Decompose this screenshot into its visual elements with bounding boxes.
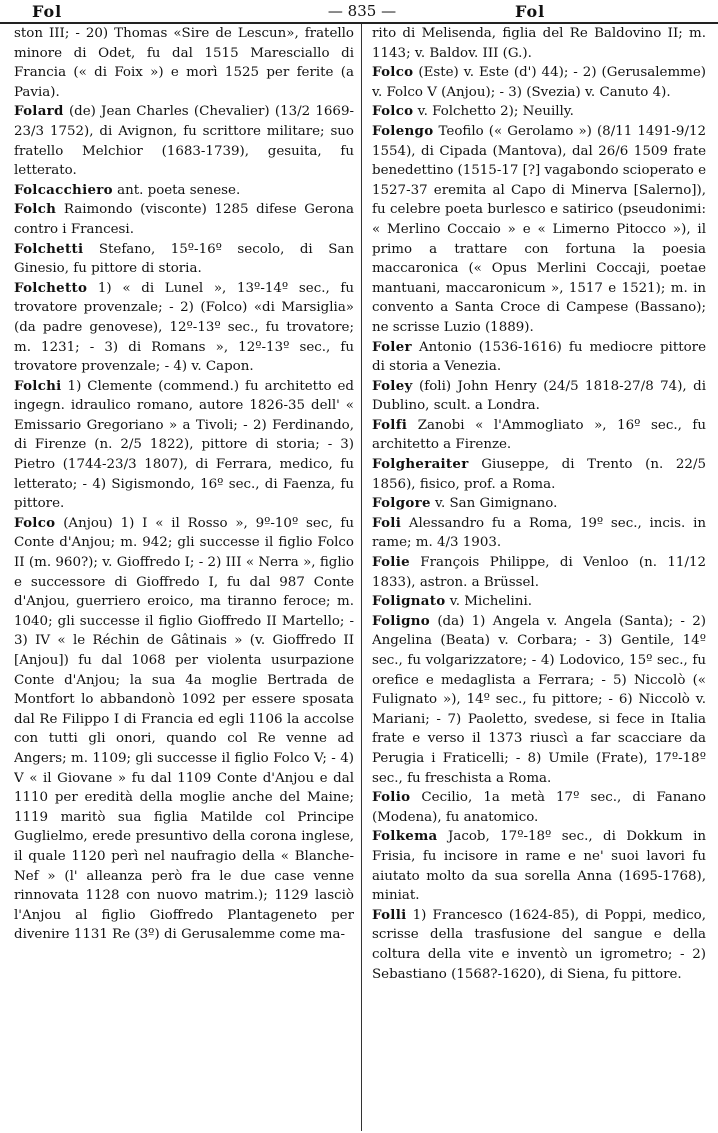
entry-text: (da) 1) Angela v. Angela (Santa); - 2) Angelina (Beata) v. Corbara; - 3) Gentile, 14º sec., fu volgarizzatore; - 4) Lodovico, 15º sec., fu orefice e medaglista a Ferrara; - 5) Niccolò (« Fulignato »), 14º sec., fu pittore; - 6) Niccolò v. Mariani; - 7) Paoletto, svedese, si fece in Italia frate e verso il 1373 riuscì a far scacciare da Perugia i Fraticelli; - 8) Umile (Frate), 17º-18º sec., fu freschista a Roma. <box>372 613 706 786</box>
entry-text: Stefano, 15º-16º secolo, di San Ginesio, fu pittore di storia. <box>14 241 354 277</box>
entry <box>14 514 354 945</box>
entry-text: v. Michelini. <box>445 594 532 610</box>
entry <box>372 455 706 494</box>
entry <box>372 612 706 788</box>
entry-headword: Foli <box>372 514 402 531</box>
entry-headword: Folgore <box>372 495 431 512</box>
entry-headword: Folch <box>14 201 57 218</box>
entry <box>372 63 706 102</box>
header-left-word: Fol <box>32 2 63 21</box>
entry-headword: Foligno <box>372 612 431 629</box>
entry-headword: Folcacchiero <box>14 181 113 198</box>
entry <box>372 122 706 338</box>
entry-headword: Folgheraiter <box>372 456 469 473</box>
entry <box>372 788 706 827</box>
column-divider <box>361 24 362 1131</box>
entry-headword: Foler <box>372 338 412 355</box>
entry <box>14 279 354 377</box>
entry-headword: Folengo <box>372 122 434 139</box>
entry <box>372 906 706 984</box>
entry-text: ston III; - 20) Thomas «Sire de Lescun», fratello minore di Odet, fu dal 1515 Maresciallo di Francia (« di Foix ») e morì 1525 per ferite (a Pavia). <box>14 26 354 100</box>
entry-headword: Folfi <box>372 416 408 433</box>
entry <box>372 377 706 416</box>
entry-text: 1) « di Lunel », 13º-14º sec., fu trovatore provenzale; - 2) (Folco) «di Marsiglia» (da padre genovese), 12º-13º sec., fu trovatore; m. 1231; - 3) di Romans », 12º-13º sec., fu trovatore provenzale; - 4) v. Capon. <box>14 280 354 375</box>
entry-headword: Folignato <box>372 593 446 610</box>
entry-headword: Folco <box>14 514 56 531</box>
entry <box>372 553 706 592</box>
entry-text: (foli) John Henry (24/5 1818-27/8 74), di Dublino, scult. a Londra. <box>372 378 706 414</box>
entry-text: Antonio (1536-1616) fu mediocre pittore di storia a Venezia. <box>372 339 706 375</box>
entry <box>372 827 706 905</box>
entry-headword: Folkema <box>372 828 438 845</box>
entry-headword: Foley <box>372 377 413 394</box>
entry-headword: Folco <box>372 64 414 81</box>
entry <box>14 102 354 180</box>
entry-text: Alessandro fu a Roma, 19º sec., incis. in rame; m. 4/3 1903. <box>372 515 706 551</box>
entry-text: v. San Gimignano. <box>430 496 558 512</box>
entry-text: Zanobi « l'Ammogliato », 16º sec., fu architetto a Firenze. <box>372 417 706 453</box>
entry <box>372 102 706 122</box>
page-number: — 835 — <box>327 2 397 20</box>
entry <box>14 200 354 239</box>
entry <box>14 181 354 201</box>
entry <box>372 494 706 514</box>
entry-text: François Philippe, di Venloo (n. 11/12 1833), astron. a Brüssel. <box>372 555 706 590</box>
page-header <box>0 0 718 24</box>
entry-text: Cecilio, 1a metà 17º sec., di Fanano (Modena), fu anatomico. <box>372 790 706 825</box>
entry <box>372 24 706 63</box>
entry-text: v. Folchetto 2); Neuilly. <box>413 104 574 120</box>
entry-text: Raimondo (visconte) 1285 difese Gerona contro i Francesi. <box>14 202 354 237</box>
entry-text: 1) Clemente (commend.) fu architetto ed ingegn. idraulico romano, autore 1826-35 dell' « Emissario Gregoriano » a Tivoli; - 2) Ferdinando, di Firenze (n. 2/5 1822), pittore di storia; - 3) Pietro (1744-23/3 1807), di Ferrara, medico, fu letterato; - 4) Sigismondo, 16º sec., di Faenza, fu pittore. <box>14 378 354 512</box>
header-right-word: Fol <box>515 2 546 21</box>
entry-headword: Folchetti <box>14 240 84 257</box>
entry-text: (Anjou) 1) I « il Rosso », 9º-10º sec, fu Conte d'Anjou; m. 942; gli successe il figlio Folco II (m. 960?); v. Gioffredo I; - 2) III « Nerra », figlio e successore di Gioffredo I, fu dal 987 Conte d'Anjou, guerriero eroico, ma tiranno feroce; m. 1040; gli successe il figlio Gioffredo II Martello; - 3) IV « le Réchin de Gâtinais » (v. Gioffredo II [Anjou]) fu dal 1068 per violenta usurpazione Conte d'Anjou; la sua 4a moglie Bertrada de Montfort lo abbandonò 1092 per essere sposata dal Re Filippo I di Francia ed egli 1106 la accolse con tutti gli onori, quando col Re venne ad Angers; m. 1109; gli successe il figlio Folco V; - 4) V « il Giovane » fu dal 1109 Conte d'Anjou e dal 1110 per eredità della moglie anche del Maine; 1119 maritò sua figlia Matilde col Principe Guglielmo, erede presuntivo della corona inglese, il quale 1120 perì nel naufragio della « Blanche-Nef » (l' alleanza però fra le due case venne rinnovata 1128 con nuovo matrim.); 1129 lasciò l'Anjou al figlio Gioffredo Plantageneto per divenire 1131 Re (3º) di Gerusalemme come ma- <box>14 515 354 943</box>
entry <box>14 240 354 279</box>
entry-headword: Folchi <box>14 377 62 394</box>
entry-text: Giuseppe, di Trento (n. 22/5 1856), fisico, prof. a Roma. <box>372 457 706 492</box>
entry-text: rito di Melisenda, figlia del Re Baldovino II; m. 1143; v. Baldov. III (G.). <box>372 26 706 61</box>
entry-headword: Folie <box>372 554 410 571</box>
entry-text: (de) Jean Charles (Chevalier) (13/2 1669-23/3 1752), di Avignon, fu scrittore militare; suo fratello Melchior (1683-1739), gesuita, fu letterato. <box>14 104 354 179</box>
entry-headword: Folchetto <box>14 279 88 296</box>
entry-headword: Folard <box>14 103 64 120</box>
entry-headword: Folio <box>372 789 411 806</box>
left-column <box>14 24 354 1129</box>
entry <box>14 377 354 514</box>
entry-text: (Este) v. Este (d') 44); - 2) (Gerusalemme) v. Folco V (Anjou); - 3) (Svezia) v. Canuto 4). <box>372 65 706 100</box>
right-column <box>372 24 706 1129</box>
entry <box>14 24 354 102</box>
entry-headword: Folco <box>372 103 414 120</box>
entry-text: Jacob, 17º-18º sec., di Dokkum in Frisia, fu incisore in rame e ne' suoi lavori fu aiutato molto da sua sorella Anna (1695-1768), miniat. <box>372 829 706 904</box>
entry-text: 1) Francesco (1624-85), di Poppi, medico, scrisse della trasfusione del sangue e della coltura della vite e inventò un igrometro; - 2) Sebastiano (1568?-1620), di Siena, fu pittore. <box>372 907 706 982</box>
entry-headword: Folli <box>372 906 407 923</box>
entry <box>372 416 706 455</box>
entry-text: Teofilo (« Gerolamo ») (8/11 1491-9/12 1554), di Cipada (Mantova), dal 26/6 1509 frate benedettino (1515-17 [?] vagabondo scioperato e 1527-37 eremita al Capo di Minerva [Salerno]), fu celebre poeta burlesco e satirico (pseudonimi: « Merlino Coccaio » e « Limerno Pitocco »), il primo a trattare con fortuna la poesia maccaronica (« Opus Merlini Coccaji, poetae mantuani, maccaronicum », 1517 e 1521); m. in convento a Santa Croce di Campese (Bassano); ne scrisse Luzio (1889). <box>372 123 706 335</box>
entry-text: ant. poeta senese. <box>112 182 241 198</box>
entry <box>372 592 706 612</box>
entry <box>372 514 706 553</box>
entry <box>372 338 706 377</box>
